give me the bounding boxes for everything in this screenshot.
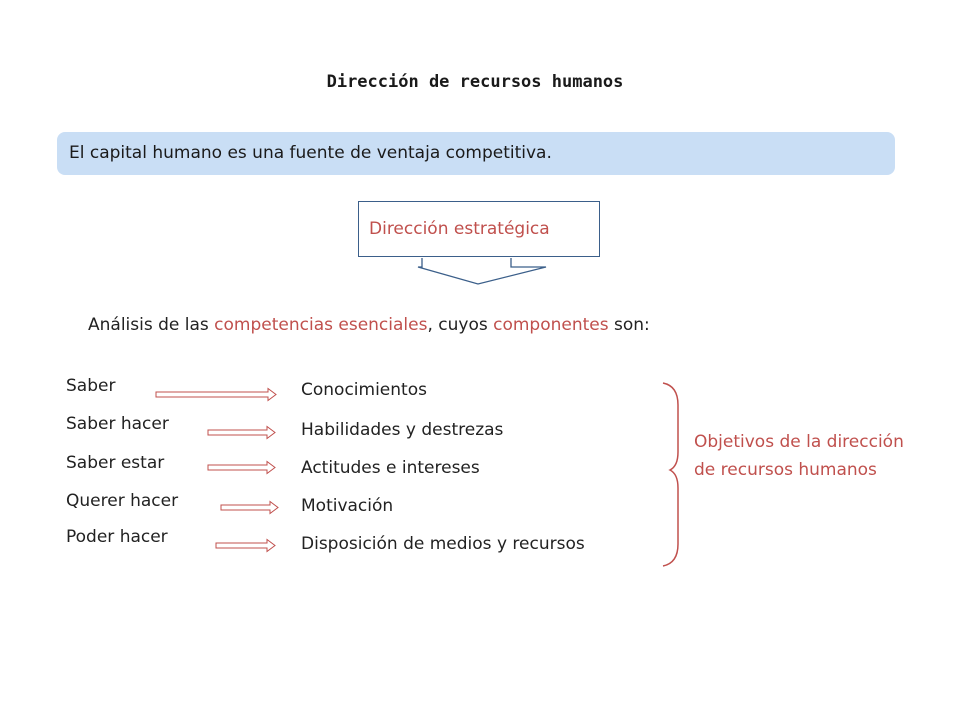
right-arrow: [208, 462, 275, 474]
right-item: Motivación: [301, 496, 394, 516]
analysis-highlight-componentes: componentes: [493, 315, 609, 335]
objective-label: Objetivos de la dirección de recursos humanos: [694, 432, 904, 480]
right-arrow: [216, 540, 275, 552]
strategy-box-label: Dirección estratégica: [369, 219, 550, 239]
banner-text: El capital humano es una fuente de ventaja competitiva.: [69, 143, 552, 163]
analysis-middle: , cuyos: [427, 315, 494, 335]
right-item: Conocimientos: [301, 380, 427, 400]
left-item: Saber: [66, 376, 116, 396]
analysis-suffix: son:: [608, 315, 650, 335]
left-item: Saber estar: [66, 453, 165, 473]
left-item: Poder hacer: [66, 527, 168, 547]
analysis-highlight-competencias: competencias esenciales: [214, 315, 428, 335]
analysis-sentence: [88, 315, 650, 335]
right-arrow: [208, 427, 275, 439]
page-title: Dirección de recursos humanos: [326, 72, 624, 92]
left-item: Querer hacer: [66, 491, 179, 511]
right-arrow: [156, 389, 276, 401]
right-item: Habilidades y destrezas: [301, 420, 504, 440]
right-arrow: [221, 502, 278, 514]
curly-brace: [663, 383, 678, 566]
left-item: Saber hacer: [66, 414, 169, 434]
right-item: Disposición de medios y recursos: [301, 534, 585, 554]
right-item: Actitudes e intereses: [301, 458, 480, 478]
down-arrow: [418, 258, 546, 284]
analysis-prefix: Análisis de las: [88, 315, 215, 335]
